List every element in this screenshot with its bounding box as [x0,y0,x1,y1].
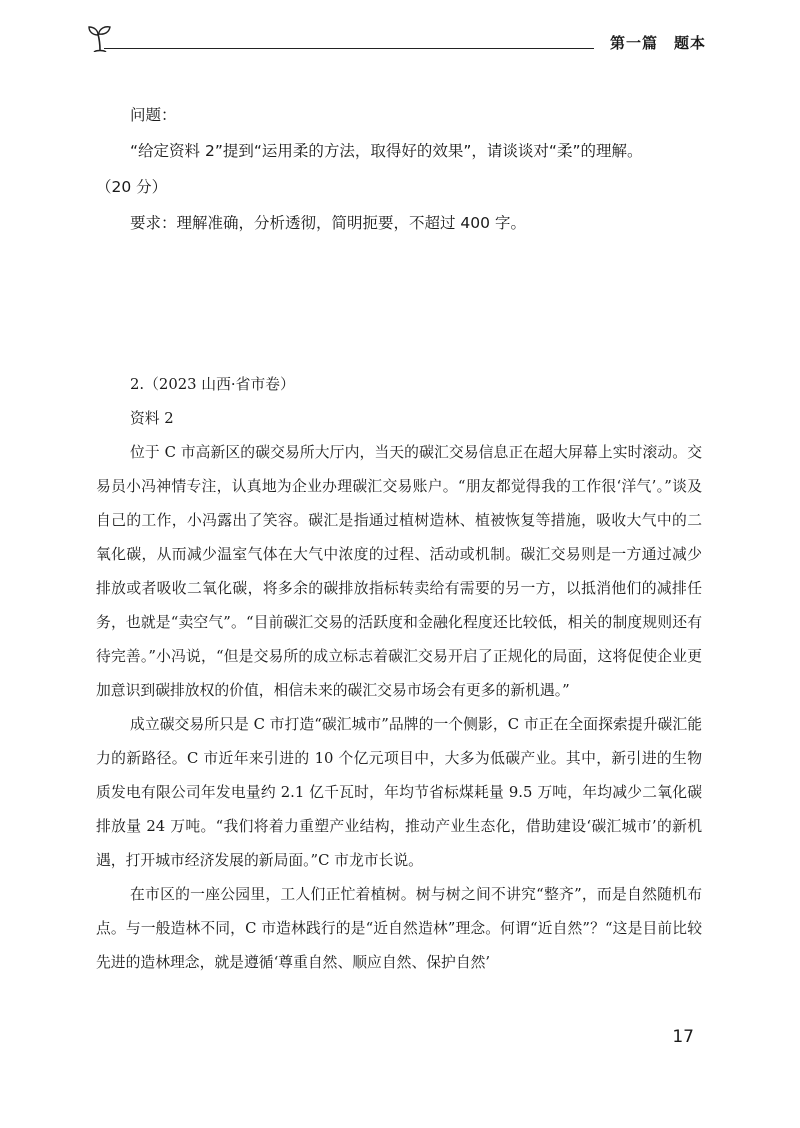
passage-paragraph: 成立碳交易所只是 C 市打造“碳汇城市”品牌的一个侧影，C 市正在全面探索提升碳汇能力的新路径。C 市近年来引进的 10 个亿元项目中，大多为低碳产业。其中，新引进的生物质发电有限公司年发电量约 2.1 亿千瓦时，年均节省标煤耗量 9.5 万吨，年均减少二氧化碳排放量 24 万吨。“我们将着力重塑产业结构，推动产业生态化，借助建设‘碳汇城市’的新机遇，打开城市经济发展的新局面。”C 市龙市长说。 [96,716,702,869]
question-prompt: “给定资料 2”提到“运用柔的方法，取得好的效果”，请谈谈对“柔”的理解。 [130,142,643,160]
page-header [86,22,706,56]
question-block [96,97,704,241]
question-score: （20 分） [96,178,168,196]
passage-paragraph: 位于 C 市高新区的碳交易所大厅内，当天的碳汇交易信息正在超大屏幕上实时滚动。交易员小冯神情专注，认真地为企业办理碳汇交易账户。“朋友都觉得我的工作很‘洋气’。”谈及自己的工作，小冯露出了笑容。碳汇是指通过植树造林、植被恢复等措施，吸收大气中的二氧化碳，从而减少温室气体在大气中浓度的过程、活动或机制。碳汇交易则是一方通过减少排放或者吸收二氧化碳，将多余的碳排放指标转卖给有需要的另一方，以抵消他们的减排任务，也就是“卖空气”。“目前碳汇交易的活跃度和金融化程度还比较低，相关的制度规则还有待完善。”小冯说，“但是交易所的成立标志着碳汇交易开启了正规化的局面，这将促使企业更加意识到碳排放权的价值，相信未来的碳汇交易市场会有更多的新机遇。” [96,444,702,699]
passage-block [96,368,702,980]
passage-paragraph: 在市区的一座公园里，工人们正忙着植树。树与树之间不讲究“整齐”，而是自然随机布点。与一般造林不同，C 市造林践行的是“近自然造林”理念。何谓“近自然”？“这是目前比较先进的造林理念，就是遵循‘尊重自然、顺应自然、保护自然’ [96,886,702,971]
question-requirement: 要求：理解准确，分析透彻，简明扼要，不超过 400 字。 [130,214,526,232]
question-label: 问题： [130,106,177,124]
passage-source: 2.（2023 山西·省市卷） [130,376,295,393]
header-title: 第一篇 题本 [609,34,706,52]
material-title: 资料 2 [130,410,174,427]
header-rule [104,48,594,49]
page-number: 17 [672,1027,694,1047]
